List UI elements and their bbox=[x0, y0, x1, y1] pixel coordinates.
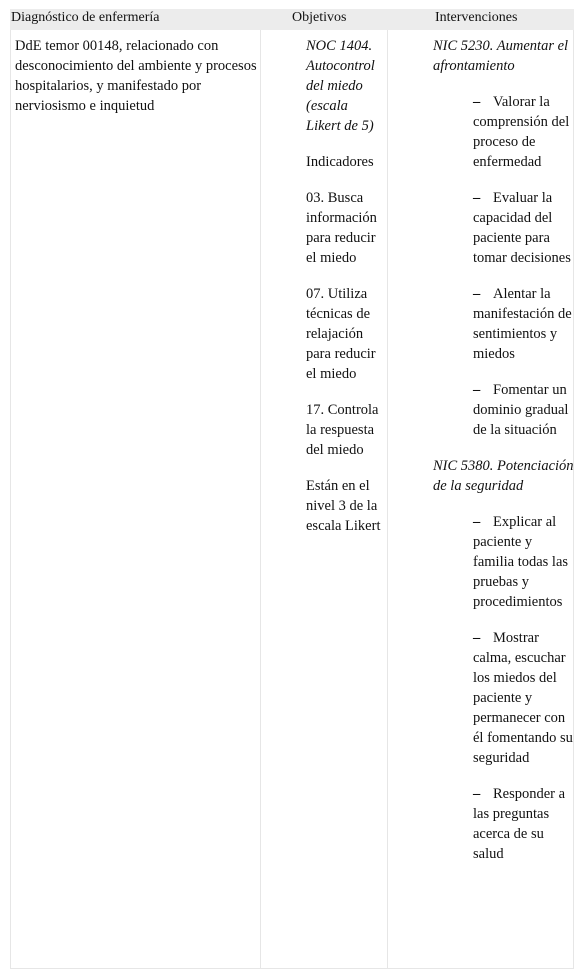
nic-title: NIC 5230. Aumentar el afrontamiento bbox=[433, 38, 569, 74]
objectives-cell bbox=[306, 36, 386, 552]
intervention-text: Explicar al paciente y familia todas las pruebas y procedimientos bbox=[473, 514, 569, 610]
dash-bullet: – bbox=[473, 514, 481, 530]
column-divider bbox=[10, 30, 11, 969]
indicator-item: 07. Utiliza técnicas de relajación para reducir el miedo bbox=[306, 286, 376, 382]
intervention-text: Evaluar la capacidad del paciente para tomar decisiones bbox=[473, 190, 571, 266]
dash-bullet: – bbox=[473, 630, 481, 646]
intervention-text: Fomentar un dominio gradual de la situación bbox=[473, 382, 569, 438]
intervention-text: Valorar la comprensión del proceso de enfermedad bbox=[473, 94, 570, 170]
intervention-item bbox=[473, 188, 575, 268]
indicators-label: Indicadores bbox=[306, 154, 374, 170]
indicator-item: 03. Busca información para reducir el miedo bbox=[306, 190, 377, 266]
column-divider bbox=[260, 30, 261, 969]
intervention-list bbox=[433, 92, 575, 440]
intervention-list bbox=[433, 512, 575, 864]
intervention-item bbox=[473, 284, 575, 364]
column-divider bbox=[387, 30, 388, 969]
interventions-cell bbox=[433, 36, 575, 880]
intervention-item bbox=[473, 784, 575, 864]
nic-title: NIC 5380. Potenciación de la seguridad bbox=[433, 458, 574, 494]
header-diagnosis: Diagnóstico de enfermería bbox=[11, 10, 160, 25]
header-interventions: Intervenciones bbox=[435, 10, 518, 25]
header-objectives: Objetivos bbox=[292, 10, 347, 25]
intervention-item bbox=[473, 380, 575, 440]
table-header-row bbox=[10, 9, 574, 30]
indicator-item: 17. Controla la respuesta del miedo bbox=[306, 402, 379, 458]
dash-bullet: – bbox=[473, 190, 481, 206]
intervention-text: Alentar la manifestación de sentimientos y miedos bbox=[473, 286, 572, 362]
noc-title: NOC 1404. Autocontrol del miedo (escala Likert de 5) bbox=[306, 38, 375, 134]
intervention-item bbox=[473, 628, 575, 768]
dash-bullet: – bbox=[473, 94, 481, 110]
level-note: Están en el nivel 3 de la escala Likert bbox=[306, 478, 381, 534]
dash-bullet: – bbox=[473, 286, 481, 302]
intervention-text: Responder a las preguntas acerca de su salud bbox=[473, 786, 566, 862]
dash-bullet: – bbox=[473, 382, 481, 398]
intervention-item bbox=[473, 512, 575, 612]
intervention-text: Mostrar calma, escuchar los miedos del paciente y permanecer con él fomentando su seguridad bbox=[473, 630, 573, 766]
row-divider bbox=[10, 968, 574, 969]
diagnosis-cell: DdE temor 00148, relacionado con desconocimiento del ambiente y procesos hospitalarios, y manifestado por nerviosismo e inquietud bbox=[15, 38, 257, 114]
dash-bullet: – bbox=[473, 786, 481, 802]
intervention-item bbox=[473, 92, 575, 172]
